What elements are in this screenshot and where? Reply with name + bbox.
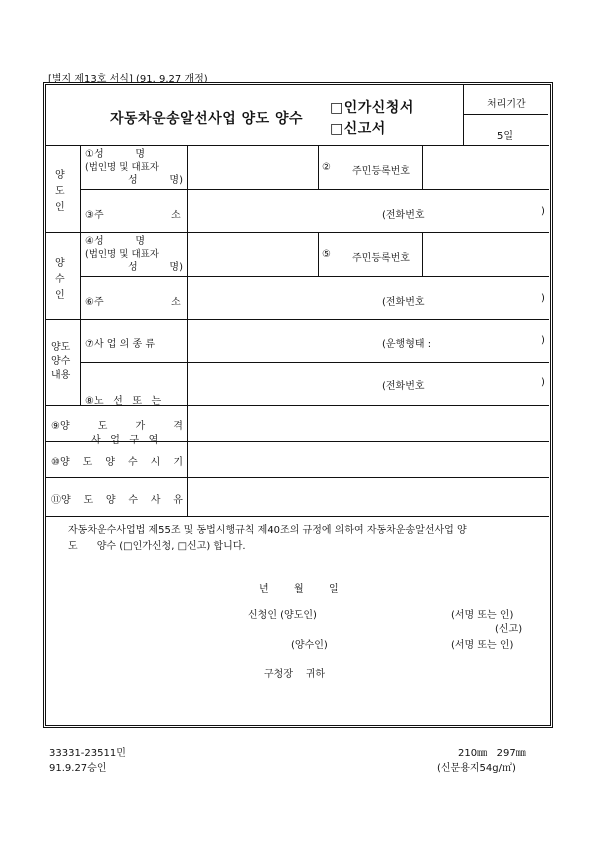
statement-line-2: 도 양수 (□인가신청, □신고) 합니다.: [68, 541, 246, 552]
transfer-time-label: ⑩양 도 양 수 시 기: [51, 457, 183, 468]
processing-period-value: 5일: [497, 131, 514, 142]
route-area-field[interactable]: [188, 363, 548, 405]
recipient-line: 구청장 귀하: [264, 669, 326, 680]
transferor-address-field[interactable]: [188, 190, 548, 232]
date-day: 일: [329, 584, 339, 595]
transferee-address-label-end: 소: [171, 297, 181, 308]
route-phone-close: ): [541, 377, 545, 388]
transferee-id-field[interactable]: [423, 233, 548, 276]
transferee-name-field[interactable]: [188, 233, 318, 276]
transferee-phone-label: (전화번호: [382, 297, 425, 308]
section-transfer-content: 양도 양수 내용: [51, 342, 71, 381]
title-option-report[interactable]: □신고서: [330, 121, 386, 137]
date-month: 월: [294, 584, 304, 595]
applicant-transferee-label: (양수인): [291, 640, 328, 651]
transferor-name-field[interactable]: [188, 146, 318, 189]
paper-type: (신문용지54g/㎡): [437, 763, 516, 774]
transferee-address-label: ⑥주: [85, 297, 104, 308]
operation-type-close: ): [541, 335, 545, 346]
transferee-address-field[interactable]: [188, 277, 548, 319]
transferor-name-label: ①성 명 (법인명 및 대표자 성 명): [85, 149, 183, 186]
statement-line-1: 자동차운수사업법 제55조 및 동법시행규칙 제40조의 규정에 의하여 자동차운송알선사업 양: [68, 525, 467, 536]
transfer-time-field[interactable]: [188, 442, 548, 477]
row-line: [46, 516, 549, 517]
transferor-id-label: 주민등록번호: [352, 166, 410, 177]
id-divider: [318, 233, 319, 276]
route-area-label: ⑧노 선 또 는 사 업 구 역: [85, 396, 162, 446]
form-code: 33331-23511민: [49, 748, 126, 759]
business-type-field[interactable]: [188, 320, 548, 362]
applicant-transferor-label: 신청인 (양도인): [248, 610, 317, 621]
id-divider: [318, 146, 319, 189]
approval-date: 91.9.27승인: [49, 763, 107, 774]
date-year: 년: [259, 584, 269, 595]
transferee-name-label: ④성 명 (법인명 및 대표자 성 명): [85, 236, 183, 273]
processing-mid-line: [463, 114, 548, 115]
report-note: (신고): [495, 624, 523, 635]
operation-type-label: (운행형태 :: [382, 339, 432, 350]
processing-divider: [463, 85, 464, 145]
section-divider: [80, 146, 81, 405]
business-type-label: ⑦사 업 의 종 류: [85, 339, 155, 350]
processing-period-label: 처리기간: [487, 99, 526, 110]
transferor-address-label: ③주: [85, 210, 104, 221]
title-option-approval[interactable]: □인가신청서: [330, 100, 414, 116]
transfer-reason-label: ⑪양 도 양 수 사 유: [51, 495, 183, 506]
transfer-reason-field[interactable]: [188, 478, 548, 516]
transfer-price-field[interactable]: [188, 406, 548, 441]
transferor-phone-label: (전화번호: [382, 210, 425, 221]
transfer-price-label: ⑨양 도 가 격: [51, 421, 183, 432]
transferee-signature[interactable]: (서명 또는 인): [451, 640, 514, 651]
transferee-id-number: ⑤: [322, 249, 331, 260]
form-title: 자동차운송알선사업 양도 양수: [110, 111, 304, 127]
form-number-note: [별지 제13호 서식] (91. 9.27 개정): [48, 74, 208, 85]
transferor-phone-close: ): [541, 206, 545, 217]
route-phone-label: (전화번호: [382, 381, 425, 392]
transferor-address-label-end: 소: [171, 210, 181, 221]
transferee-id-label: 주민등록번호: [352, 253, 410, 264]
transferor-signature[interactable]: (서명 또는 인): [451, 610, 514, 621]
paper-size: 210㎜ 297㎜: [458, 748, 526, 759]
transferor-id-field[interactable]: [423, 146, 548, 189]
transferor-id-number: ②: [322, 162, 331, 173]
section-transferee: 양 수 인: [55, 258, 65, 301]
transferee-phone-close: ): [541, 293, 545, 304]
section-transferor: 양 도 인: [55, 170, 65, 213]
